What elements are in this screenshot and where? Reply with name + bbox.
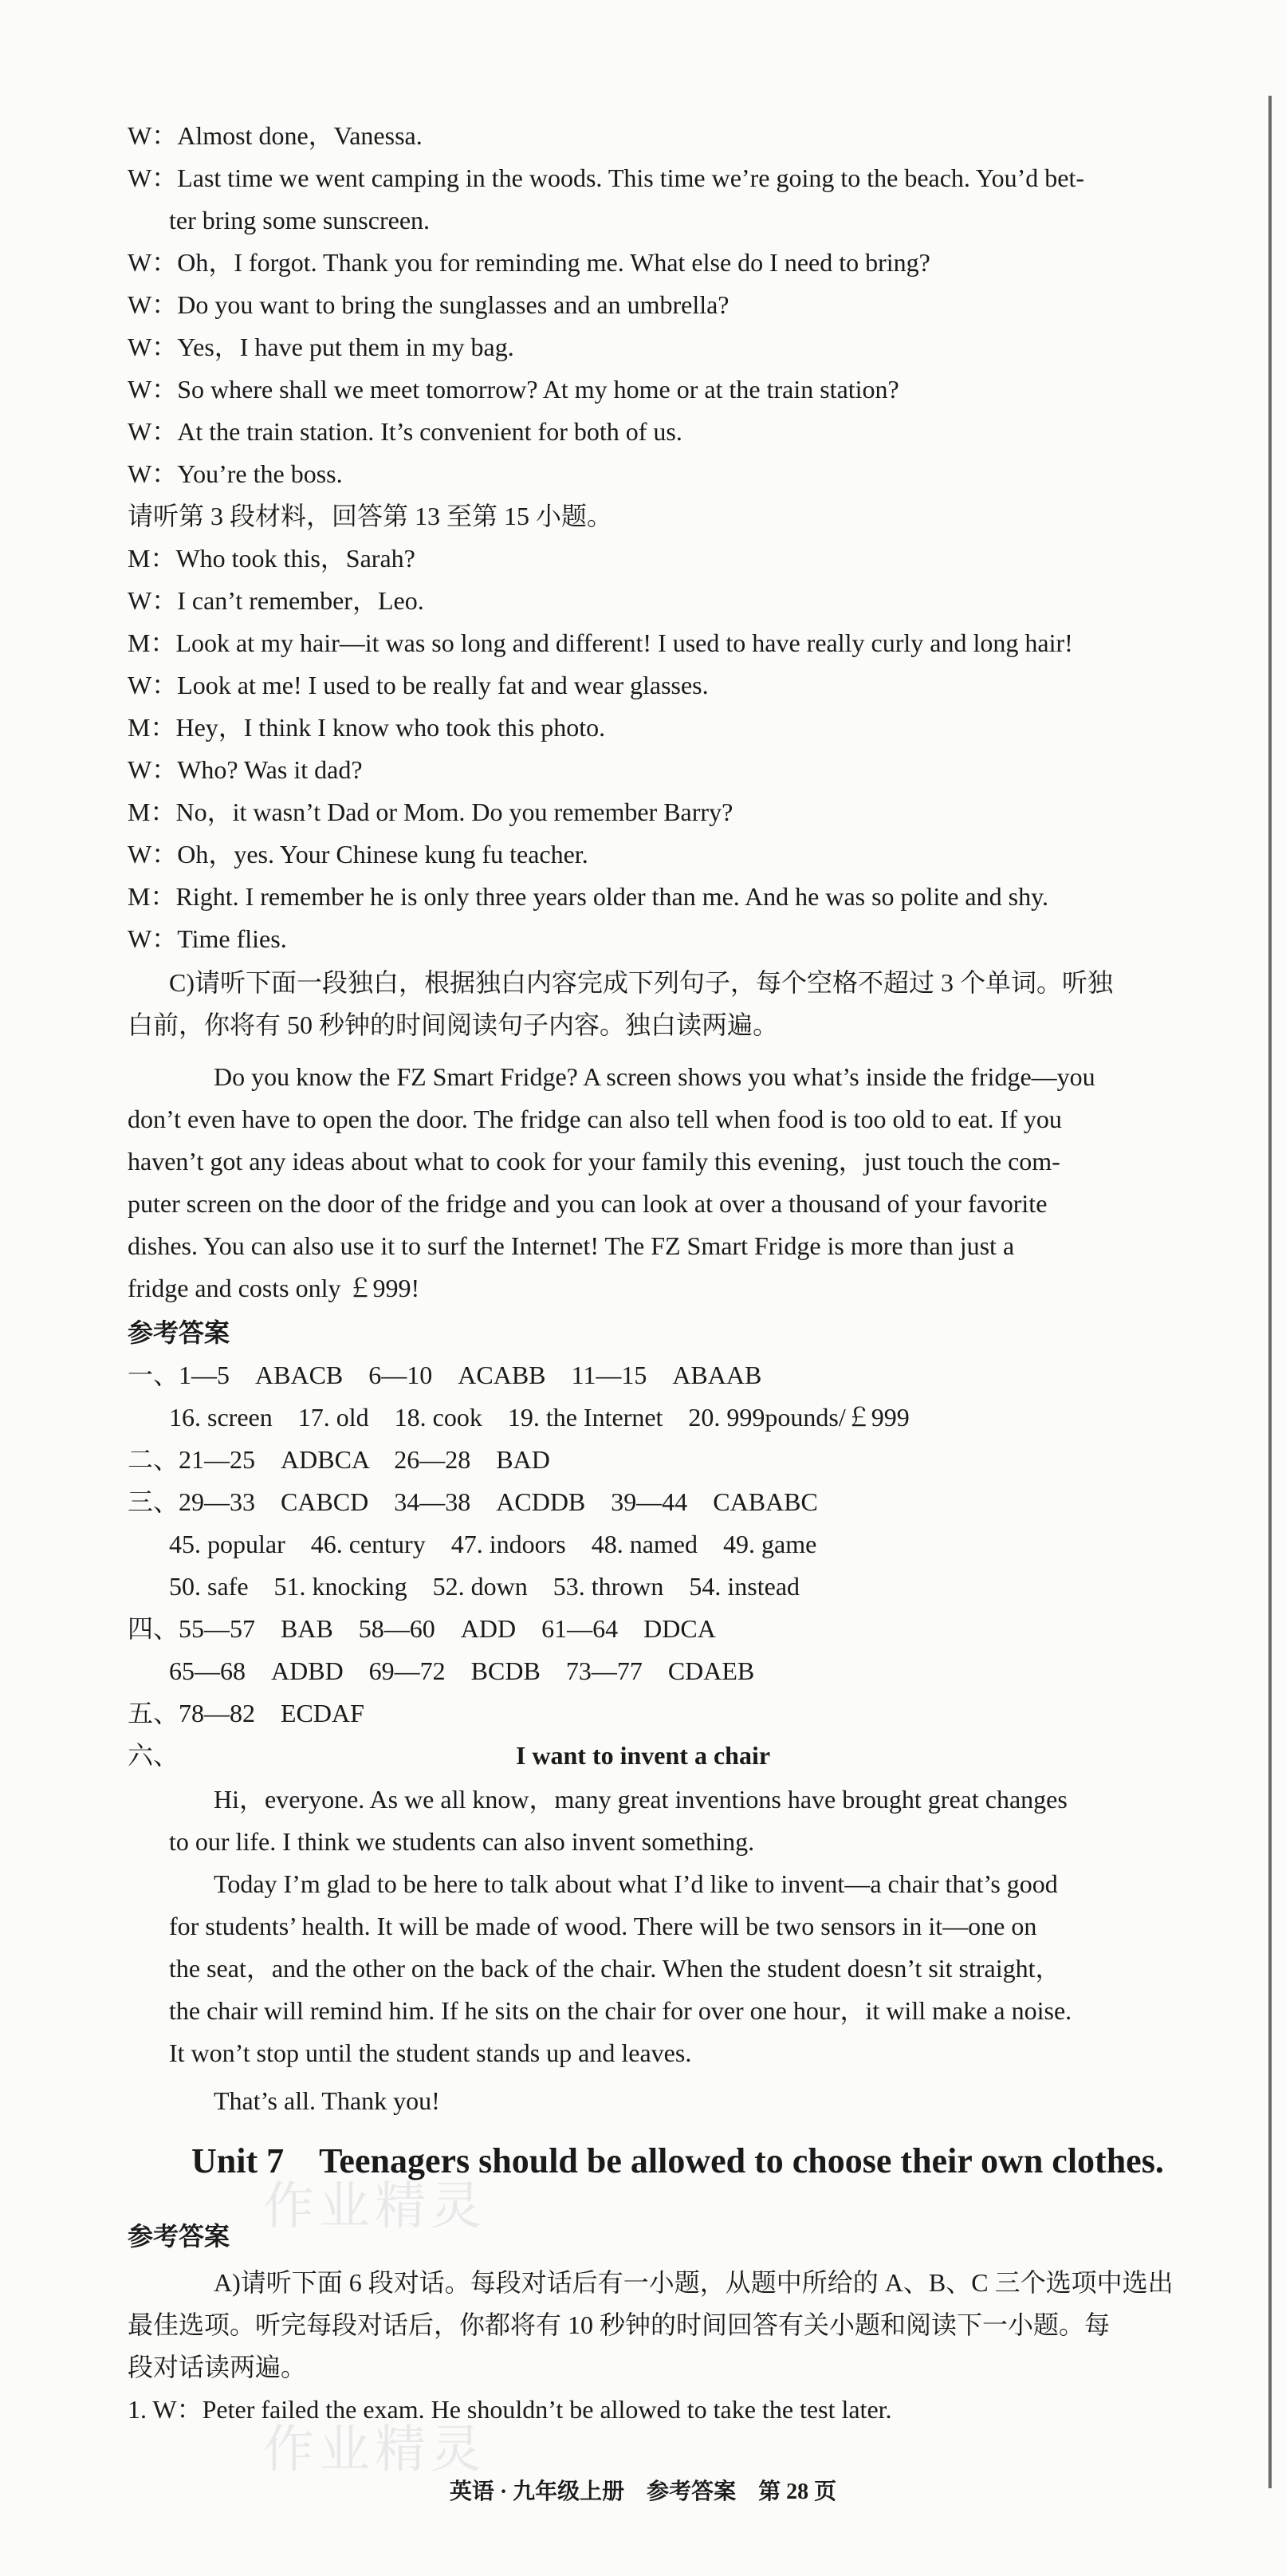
page-footer: 英语 · 九年级上册 参考答案 第 28 页 (449, 2479, 837, 2504)
answer-line: 50. safe 51. knocking 52. down 53. thrown 54. instead (169, 1572, 800, 1601)
essay-line: It won’t stop until the student stands up and leaves. (169, 2038, 692, 2067)
essay-line: Today I’m glad to be here to talk about what I’d like to invent—a chair that’s good (214, 1869, 1058, 1898)
dialogue-line: W：I can’t remember，Leo. (128, 586, 424, 615)
answer-line: 四、55—57 BAB 58—60 ADD 61—64 DDCA (128, 1614, 716, 1643)
section-intro: 请听第 3 段材料，回答第 13 至第 15 小题。 (128, 502, 613, 530)
answers-heading: 参考答案 (128, 1318, 230, 1347)
monologue-line: don’t even have to open the door. The fridge can also tell when food is too old to eat. If you (128, 1105, 1062, 1133)
essay-label: 六、 (128, 1741, 179, 1770)
answer-line: 三、29—33 CABCD 34—38 ACDDB 39—44 CABABC (128, 1487, 818, 1516)
monologue-line: haven’t got any ideas about what to cook for your family this evening，just touch the com- (128, 1147, 1060, 1176)
monologue-line: fridge and costs only ￡999! (128, 1274, 420, 1302)
dialogue-line: M：Hey，I think I know who took this photo. (128, 713, 606, 742)
essay-line: the seat，and the other on the back of the chair. When the student doesn’t sit straight， (169, 1954, 1061, 1983)
watermark: 作业精灵 (263, 2177, 486, 2236)
monologue-line: dishes. You can also use it to surf the Internet! The FZ Smart Fridge is more than just a (128, 1231, 1015, 1260)
dialogue-line: M：Right. I remember he is only three years older than me. And he was so polite and shy. (128, 882, 1048, 911)
dialogue-line: W：So where shall we meet tomorrow? At my home or at the train station? (128, 375, 899, 404)
dialogue-line: ter bring some sunscreen. (169, 206, 431, 234)
monologue-line: Do you know the FZ Smart Fridge? A screen shows you what’s inside the fridge—you (214, 1062, 1095, 1091)
instructions-line: 段对话读两遍。 (128, 2353, 307, 2381)
instructions-line: 白前，你将有 50 秒钟的时间阅读句子内容。独白读两遍。 (128, 1010, 779, 1039)
dialogue-line: M：Who took this，Sarah? (128, 544, 415, 573)
dialogue-line: W：Look at me! I used to be really fat and wear glasses. (128, 671, 709, 699)
instructions-line: 最佳选项。听完每段对话后，你都将有 10 秒钟的时间回答有关小题和阅读下一小题。每 (128, 2310, 1111, 2339)
dialogue-line: W：Who? Was it dad? (128, 755, 363, 784)
instructions-line: C)请听下面一段独白，根据独白内容完成下列句子，每个空格不超过 3 个单词。听独 (169, 968, 1114, 997)
essay-title: I want to invent a chair (515, 1741, 771, 1770)
page-edge-bar (1268, 96, 1272, 2488)
dialogue-line: M：No，it wasn’t Dad or Mom. Do you remember Barry? (128, 798, 733, 826)
answer-line: 二、21—25 ADBCA 26—28 BAD (128, 1445, 550, 1474)
answer-line: 一、1—5 ABACB 6—10 ACABB 11—15 ABAAB (128, 1361, 762, 1389)
dialogue-line: M：Look at my hair—it was so long and different! I used to have really curly and long hair! (128, 628, 1073, 657)
essay-line: Hi，everyone. As we all know，many great inventions have brought great changes (214, 1785, 1068, 1814)
essay-line: That’s all. Thank you! (214, 2086, 440, 2115)
dialogue-line: W：Yes，I have put them in my bag. (128, 333, 514, 361)
dialogue-line: W：Time flies. (128, 924, 287, 953)
instructions-line: A)请听下面 6 段对话。每段对话后有一小题，从题中所给的 A、B、C 三个选项中选出 (214, 2268, 1174, 2297)
answer-line: 16. screen 17. old 18. cook 19. the Internet 20. 999pounds/￡999 (169, 1403, 910, 1432)
answers-heading: 参考答案 (128, 2222, 230, 2251)
dialogue-line: W：At the train station. It’s convenient for both of us. (128, 417, 682, 446)
essay-line: for students’ health. It will be made of wood. There will be two sensors in it—one on (169, 1912, 1037, 1940)
answer-line: 45. popular 46. century 47. indoors 48. named 49. game (169, 1530, 817, 1558)
dialogue-line: W：Last time we went camping in the woods. This time we’re going to the beach. You’d bet- (128, 163, 1085, 192)
answer-line: 65—68 ADBD 69—72 BCDB 73—77 CDAEB (169, 1656, 755, 1685)
answer-line: 五、78—82 ECDAF (128, 1699, 364, 1727)
dialogue-line: W：Oh，I forgot. Thank you for reminding me. What else do I need to bring? (128, 248, 930, 277)
question-line: 1. W：Peter failed the exam. He shouldn’t be allowed to take the test later. (128, 2395, 892, 2424)
dialogue-line: W：Almost done，Vanessa. (128, 121, 423, 150)
unit-title: Unit 7 Teenagers should be allowed to choose their own clothes. (191, 2141, 1164, 2180)
dialogue-line: W：Oh，yes. Your Chinese kung fu teacher. (128, 840, 588, 869)
dialogue-line: W：Do you want to bring the sunglasses and an umbrella? (128, 290, 730, 319)
monologue-line: puter screen on the door of the fridge and you can look at over a thousand of your favorite (128, 1189, 1048, 1218)
dialogue-line: W：You’re the boss. (128, 459, 343, 488)
essay-line: the chair will remind him. If he sits on the chair for over one hour，it will make a noise. (169, 1996, 1072, 2025)
watermark: 作业精灵 (263, 2420, 486, 2479)
essay-line: to our life. I think we students can also invent something. (169, 1827, 755, 1856)
